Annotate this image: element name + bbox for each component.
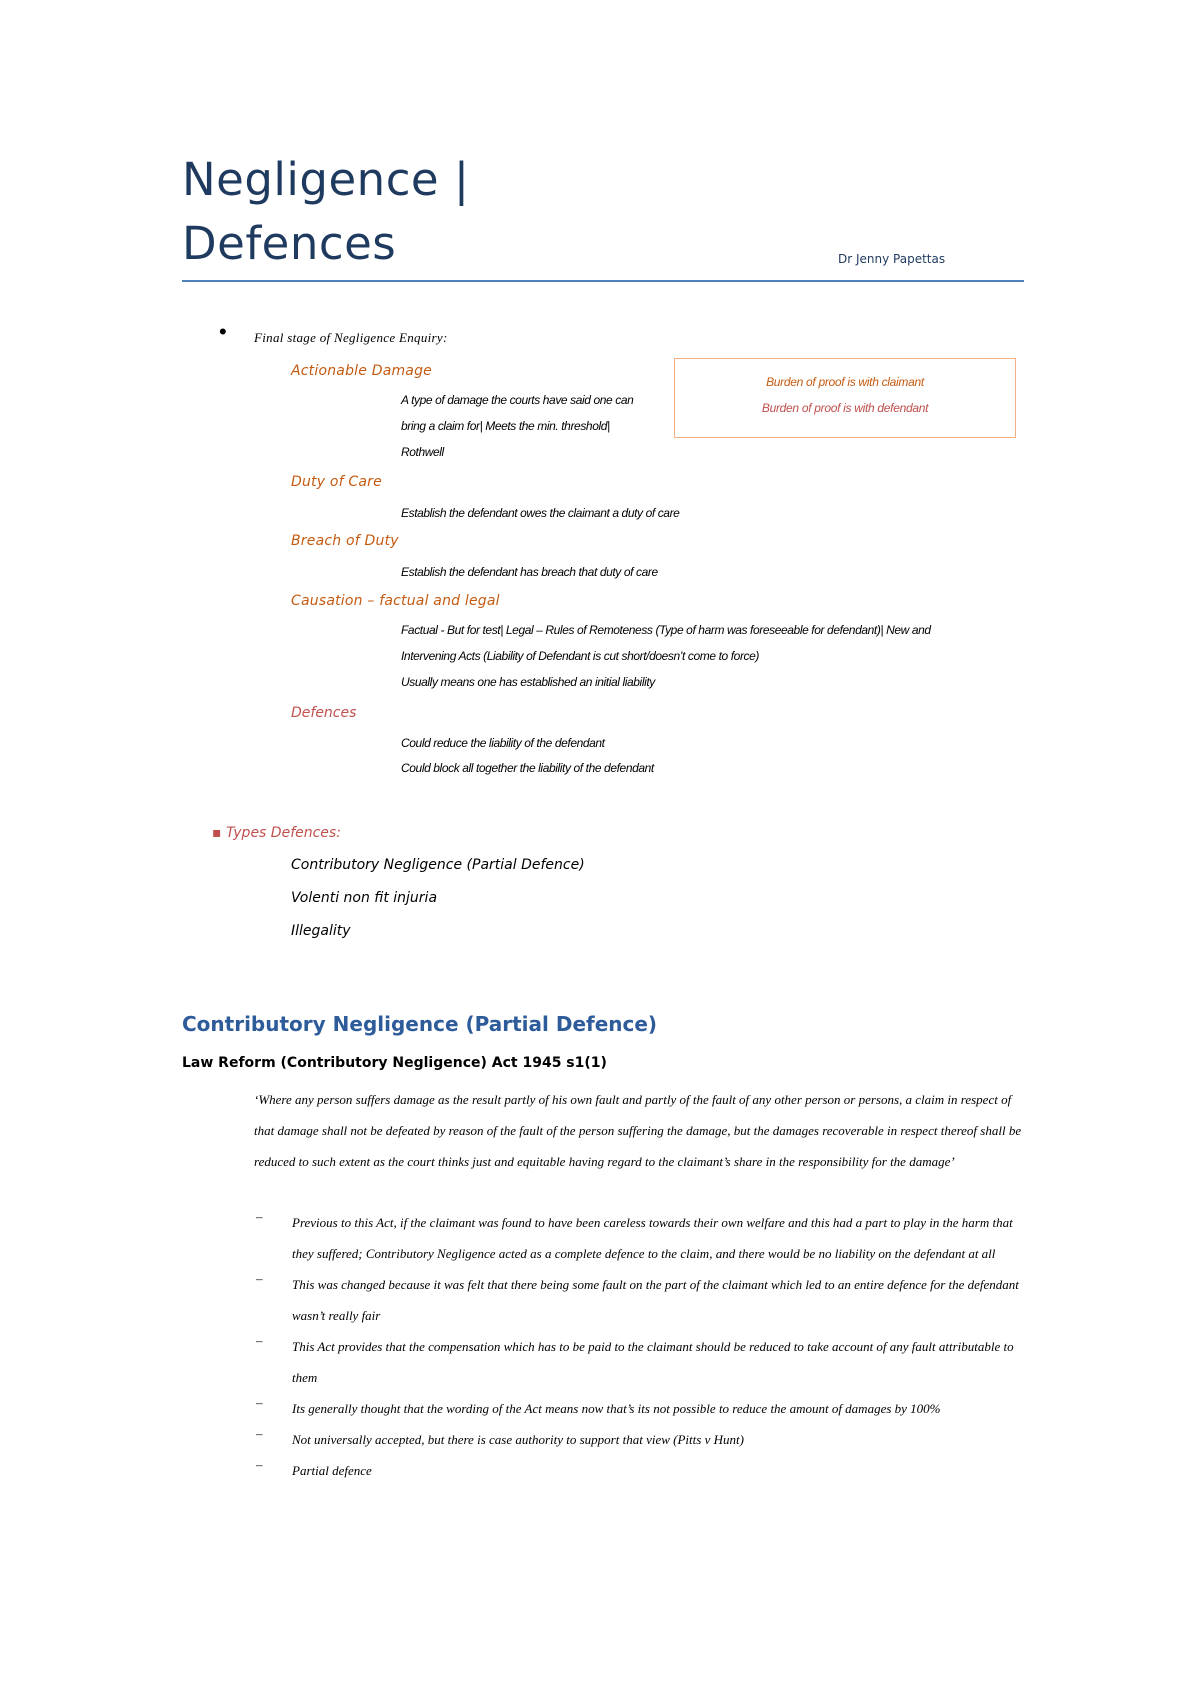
- heading-defences: Defences: [291, 705, 357, 721]
- dash-marker: –: [256, 1209, 263, 1224]
- note-line: Usually means one has established an initial liability: [401, 675, 655, 689]
- note-line: Rothwell: [401, 445, 444, 459]
- heading-breach-of-duty: Breach of Duty: [291, 533, 399, 549]
- type-item-illegality: Illegality: [291, 923, 351, 939]
- heading-actionable-damage: Actionable Damage: [291, 363, 432, 379]
- note-line: Establish the defendant owes the claimant a duty of care: [401, 506, 680, 520]
- note-line: Establish the defendant has breach that duty of care: [401, 565, 658, 579]
- title-rule: [182, 280, 1024, 282]
- point-text: This was changed because it was felt that there being some fault on the part of the claimant which led to an entire defence for the defendant wasn’t really fair: [292, 1277, 1019, 1323]
- dash-marker: –: [256, 1271, 263, 1286]
- list-item: [254, 1393, 1030, 1424]
- type-item-volenti: Volenti non fit injuria: [291, 890, 438, 906]
- types-defences-heading: ▪ Types Defences:: [212, 825, 341, 841]
- bullet-icon: •: [219, 319, 227, 344]
- section-subtitle: Law Reform (Contributory Negligence) Act 1945 s1(1): [182, 1055, 607, 1071]
- burden-defendant-text: Burden of proof is with defendant: [761, 401, 929, 415]
- list-item: [254, 1207, 1030, 1269]
- point-text: This Act provides that the compensation which has to be paid to the claimant should be reduced to take account of any fault attributable to them: [292, 1339, 1014, 1385]
- list-item: [254, 1269, 1030, 1331]
- note-line: Could block all together the liability of the defendant: [401, 761, 654, 775]
- dash-marker: –: [256, 1426, 263, 1441]
- note-line: bring a claim for| Meets the min. threshold|: [401, 419, 610, 433]
- dash-marker: –: [256, 1457, 263, 1472]
- dash-marker: –: [256, 1395, 263, 1410]
- point-text: Not universally accepted, but there is case authority to support that view (Pitts v Hunt): [292, 1432, 744, 1447]
- section-title: Contributory Negligence (Partial Defence): [182, 1012, 658, 1036]
- stage-label: Final stage of Negligence Enquiry:: [254, 330, 448, 345]
- note-line: Could reduce the liability of the defendant: [401, 736, 605, 750]
- author-name: Dr Jenny Papettas: [838, 252, 946, 266]
- dash-marker: –: [256, 1333, 263, 1348]
- point-text: Partial defence: [292, 1463, 372, 1478]
- page-title-line1: Negligence |: [182, 153, 470, 206]
- statute-quote: ‘Where any person suffers damage as the result partly of his own fault and partly of the fault of any other person or persons, a claim in respect of that damage shall not be defeated by reason of the fault of the person suffering the damage, but the damages recoverable in respect thereof shall be reduced to such extent as the court thinks just and equitable having regard to the claimant’s share in the responsibility for the damage’: [254, 1092, 1022, 1169]
- point-text: Its generally thought that the wording of the Act means now that’s its not possible to reduce the amount of damages by 100%: [292, 1401, 941, 1416]
- note-line: Factual - But for test| Legal – Rules of Remoteness (Type of harm was foreseeable for defendant)| New and: [401, 623, 931, 637]
- point-text: Previous to this Act, if the claimant was found to have been careless towards their own welfare and this had a part to play in the harm that they suffered; Contributory Negligence acted as a complete defence to the claim, and there would be no liability on the defendant at all: [292, 1215, 1013, 1261]
- type-item-contributory: Contributory Negligence (Partial Defence): [291, 857, 585, 873]
- burden-claimant-text: Burden of proof is with claimant: [766, 375, 924, 389]
- heading-duty-of-care: Duty of Care: [291, 474, 382, 490]
- note-line: A type of damage the courts have said one can: [401, 393, 634, 407]
- list-item: [254, 1424, 1030, 1455]
- heading-causation: Causation – factual and legal: [291, 593, 500, 609]
- page-title-line2: Defences: [182, 217, 397, 270]
- list-item: [254, 1331, 1030, 1393]
- points-list: [254, 1207, 1030, 1486]
- list-item: [254, 1455, 1030, 1486]
- note-line: Intervening Acts (Liability of Defendant is cut short/doesn’t come to force): [401, 649, 760, 663]
- burden-of-proof-box: [674, 358, 1016, 438]
